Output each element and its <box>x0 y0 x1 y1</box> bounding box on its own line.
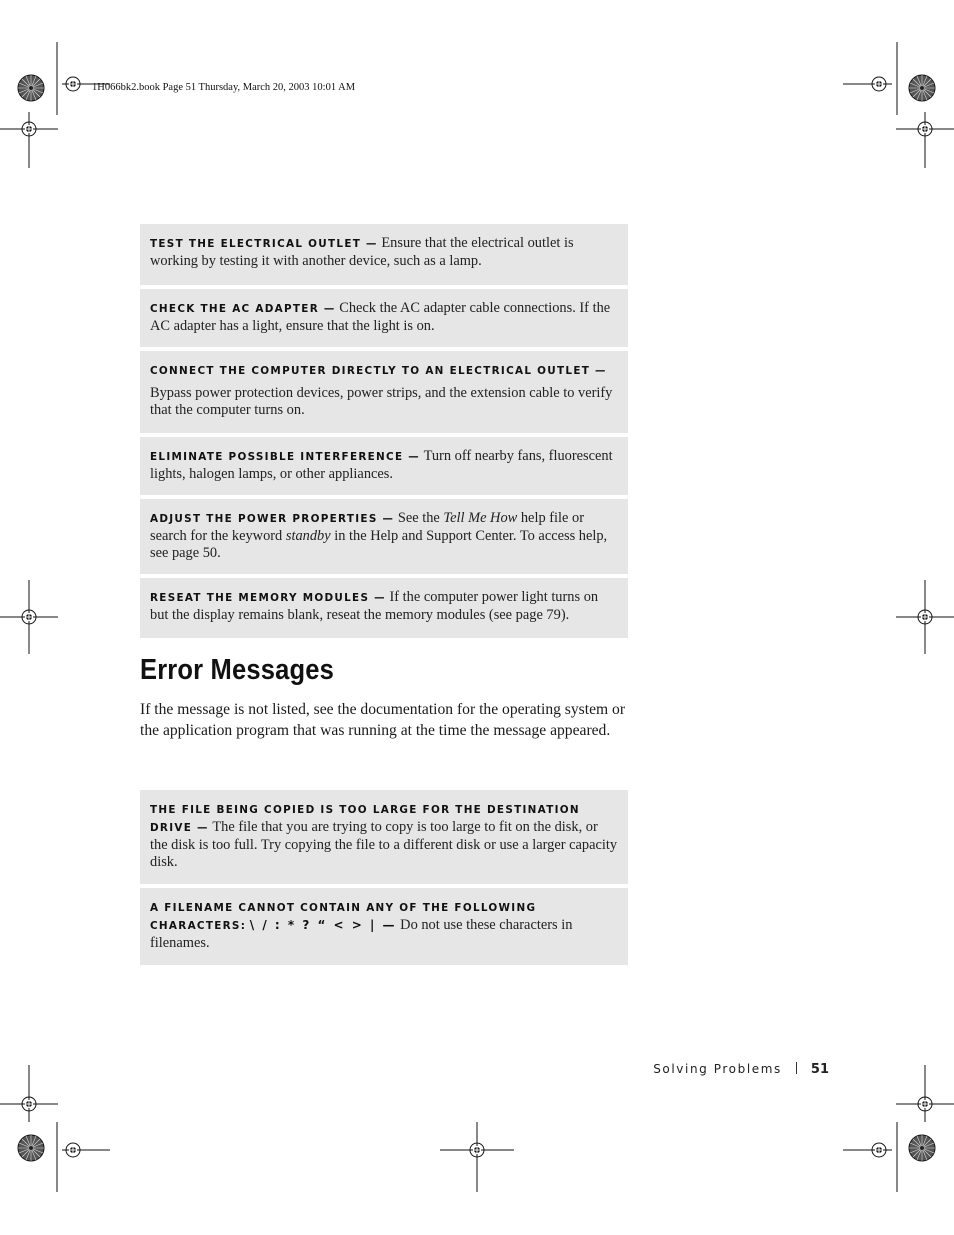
tip-box-adjust-power-properties <box>140 499 628 574</box>
tip-heading: RESEAT THE MEMORY MODULES — <box>150 592 386 604</box>
tip-text: in the Help and Support Center. To access help, see page 50. <box>150 528 608 561</box>
tip-heading: CONNECT THE COMPUTER DIRECTLY TO AN ELECTRICAL OUTLET — <box>150 365 607 377</box>
tip-box-check-ac-adapter <box>140 289 628 347</box>
section-title: Error Messages <box>140 654 334 686</box>
invalid-characters: \ / : * ? “ < > | — <box>249 918 397 932</box>
tip-text: Ensure that the electrical outlet is working by testing it with another device, such as a lamp. <box>150 235 574 269</box>
error-text: Do not use these characters in filenames. <box>150 917 573 951</box>
footer-divider <box>796 1062 797 1074</box>
tip-text: If the computer power light turns on but the display remains blank, reseat the memory modules (see page 79). <box>150 589 599 623</box>
print-slug: 1H066bk2.book Page 51 Thursday, March 20, 2003 10:01 AM <box>92 82 356 93</box>
error-box-invalid-filename <box>140 888 628 965</box>
keyword: standby <box>285 528 331 544</box>
tip-heading: ELIMINATE POSSIBLE INTERFERENCE — <box>150 451 420 463</box>
error-box-file-too-large <box>140 790 628 884</box>
tip-heading: ADJUST THE POWER PROPERTIES — <box>150 513 395 525</box>
tip-text: Turn off nearby fans, fluorescent lights, halogen lamps, or other appliances. <box>150 448 613 482</box>
error-heading: A FILENAME CANNOT CONTAIN ANY OF THE FOLLOWING CHARACTERS: <box>150 902 537 932</box>
tip-box-eliminate-interference <box>140 437 628 495</box>
tip-text: Bypass power protection devices, power strips, and the extension cable to verify that the computer turns on. <box>150 385 613 418</box>
tip-text: Check the AC adapter cable connections. If the AC adapter has a light, ensure that the light is on. <box>150 300 611 334</box>
tip-heading: TEST THE ELECTRICAL OUTLET — <box>150 238 378 250</box>
tip-box-reseat-memory <box>140 578 628 638</box>
tip-text: help file or search for the keyword <box>150 510 584 544</box>
help-file-name: Tell Me How <box>443 510 518 526</box>
tip-box-test-outlet <box>140 224 628 285</box>
page-number: 51 <box>810 1062 829 1077</box>
tip-heading: CHECK THE AC ADAPTER — <box>150 303 336 315</box>
tip-text: See the <box>397 510 440 526</box>
section-intro: If the message is not listed, see the documentation for the operating system or the application program that was running at the time the message appeared. <box>140 701 626 739</box>
footer-section-name: Solving Problems <box>653 1062 782 1076</box>
page-footer <box>653 1062 829 1077</box>
tip-box-connect-directly <box>140 351 628 433</box>
error-heading: THE FILE BEING COPIED IS TOO LARGE FOR THE DESTINATION DRIVE — <box>150 804 580 834</box>
error-text: The file that you are trying to copy is too large to fit on the disk, or the disk is too full. Try copying the file to a different disk or use a larger capacity disk. <box>150 819 618 870</box>
